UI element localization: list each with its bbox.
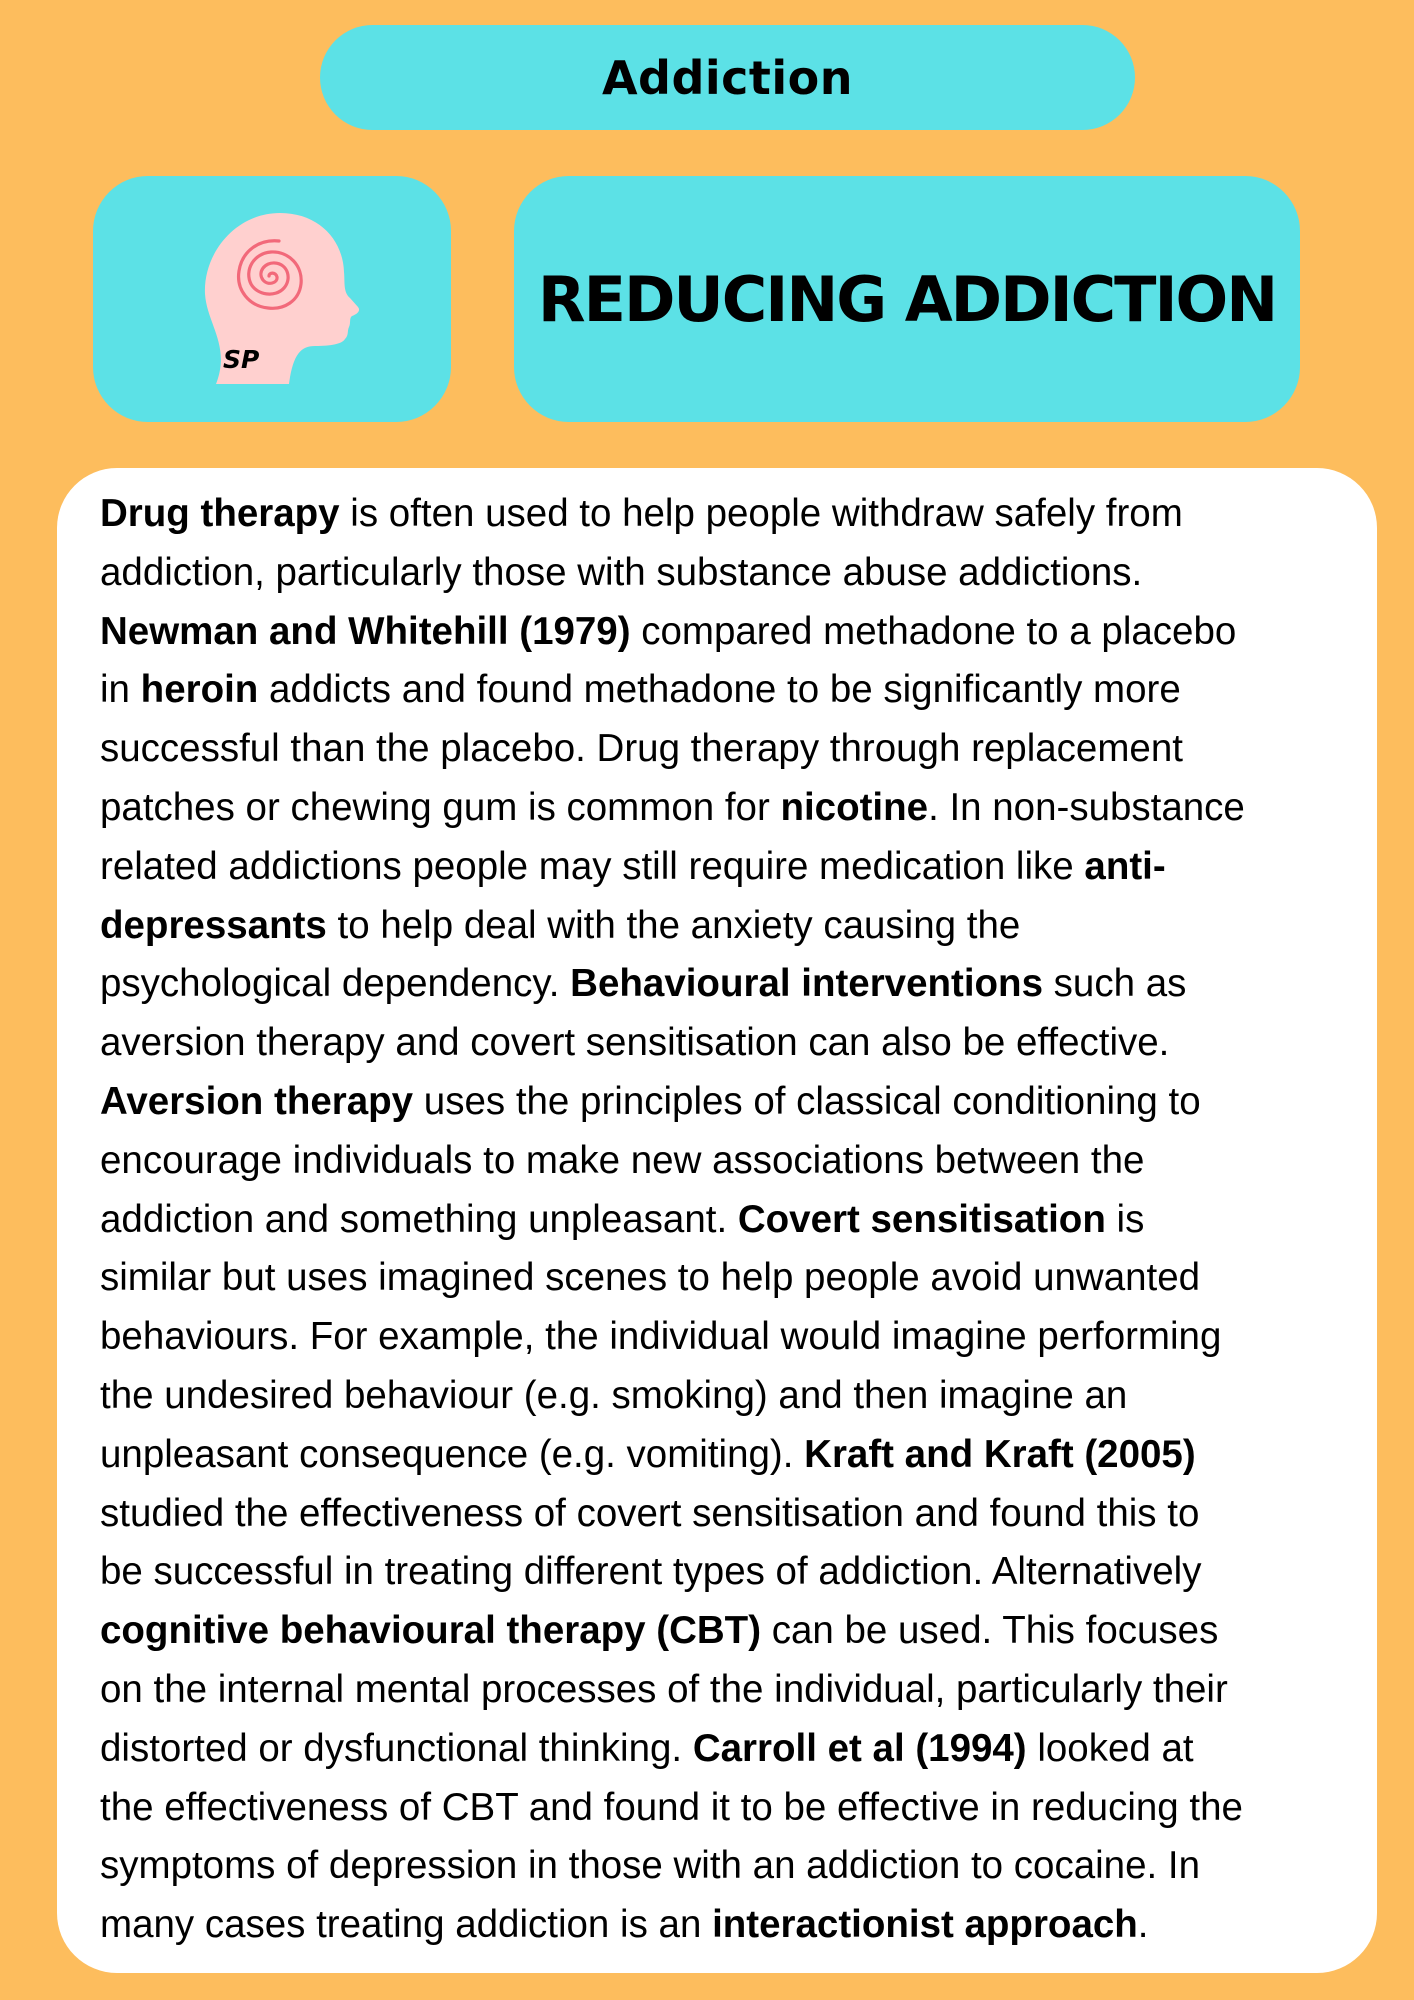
body-text-run: can be used. This focuses bbox=[761, 1609, 1219, 1653]
body-text-run: in bbox=[100, 668, 141, 712]
body-text-run: related addictions people may still require medication like bbox=[100, 844, 1085, 888]
head-spiral-icon bbox=[93, 176, 451, 422]
body-text-run: the undesired behaviour (e.g. smoking) and then imagine an bbox=[100, 1373, 1128, 1417]
topic-banner bbox=[320, 25, 1135, 130]
body-text-run: . bbox=[1137, 1903, 1149, 1947]
body-bold-term: cognitive behavioural therapy (CBT) bbox=[100, 1609, 762, 1653]
body-text-run: is often used to help people withdraw safely from bbox=[339, 492, 1183, 535]
body-text-run: behaviours. For example, the individual would imagine performing bbox=[100, 1315, 1222, 1359]
logo-box bbox=[93, 176, 451, 422]
body-bold-term: Carroll et al (1994) bbox=[692, 1726, 1027, 1770]
body-text-run: on the internal mental processes of the individual, particularly their bbox=[100, 1667, 1228, 1711]
title-box bbox=[514, 176, 1300, 422]
body-text-run: addiction, particularly those with substance abuse addictions. bbox=[100, 550, 1143, 594]
body-text-run: psychological dependency. bbox=[100, 962, 571, 1006]
body-bold-term: depressants bbox=[100, 903, 327, 947]
body-bold-term: interactionist approach bbox=[712, 1903, 1138, 1947]
page-title: REDUCING ADDICTION bbox=[537, 262, 1277, 336]
body-text-run: be successful in treating different types of addiction. Alternatively bbox=[100, 1550, 1202, 1594]
body-text-run: . In non-substance bbox=[928, 785, 1245, 829]
body-bold-term: Kraft and Kraft (2005) bbox=[804, 1432, 1196, 1476]
body-text-run: addiction and something unpleasant. bbox=[100, 1197, 738, 1241]
body-text-run: similar but uses imagined scenes to help people avoid unwanted bbox=[100, 1256, 1201, 1300]
topic-label: Addiction bbox=[601, 50, 854, 105]
body-bold-term: nicotine bbox=[780, 785, 929, 829]
body-text-run: addicts and found methadone to be significantly more bbox=[258, 668, 1181, 712]
body-text-run: patches or chewing gum is common for bbox=[100, 785, 781, 829]
logo-initials: SP bbox=[223, 345, 260, 374]
body-text-run: successful than the placebo. Drug therapy through replacement bbox=[100, 727, 1183, 771]
body-text-run: unpleasant consequence (e.g. vomiting). bbox=[100, 1432, 805, 1476]
body-bold-term: Behavioural interventions bbox=[570, 962, 1043, 1006]
body-text-run: such as bbox=[1042, 962, 1187, 1006]
body-bold-term: heroin bbox=[140, 668, 259, 712]
body-bold-term: anti- bbox=[1084, 844, 1166, 888]
body-text-run: to help deal with the anxiety causing the bbox=[326, 903, 1021, 947]
body-text-run: compared methadone to a placebo bbox=[630, 609, 1237, 653]
body-text-run: symptoms of depression in those with an addiction to cocaine. In bbox=[100, 1844, 1200, 1888]
body-text-run: encourage individuals to make new associations between the bbox=[100, 1138, 1145, 1182]
body-bold-term: Drug therapy bbox=[100, 492, 340, 535]
body-text-run: studied the effectiveness of covert sensitisation and found this to bbox=[100, 1491, 1200, 1535]
body-text-run: many cases treating addiction is an bbox=[100, 1903, 713, 1947]
body-text-run: distorted or dysfunctional thinking. bbox=[100, 1726, 693, 1770]
body-text-run: uses the principles of classical conditioning to bbox=[413, 1079, 1201, 1123]
body-text-run: aversion therapy and covert sensitisation can also be effective. bbox=[100, 1021, 1170, 1065]
body-text-run: the effectiveness of CBT and found it to be effective in reducing the bbox=[100, 1785, 1243, 1829]
body-text-run: looked at bbox=[1026, 1726, 1194, 1770]
body-text-run: is bbox=[1105, 1197, 1145, 1241]
body-bold-term: Covert sensitisation bbox=[737, 1197, 1106, 1241]
body-bold-term: Newman and Whitehill (1979) bbox=[100, 609, 631, 653]
body-text bbox=[100, 485, 1390, 1955]
body-bold-term: Aversion therapy bbox=[100, 1079, 414, 1123]
